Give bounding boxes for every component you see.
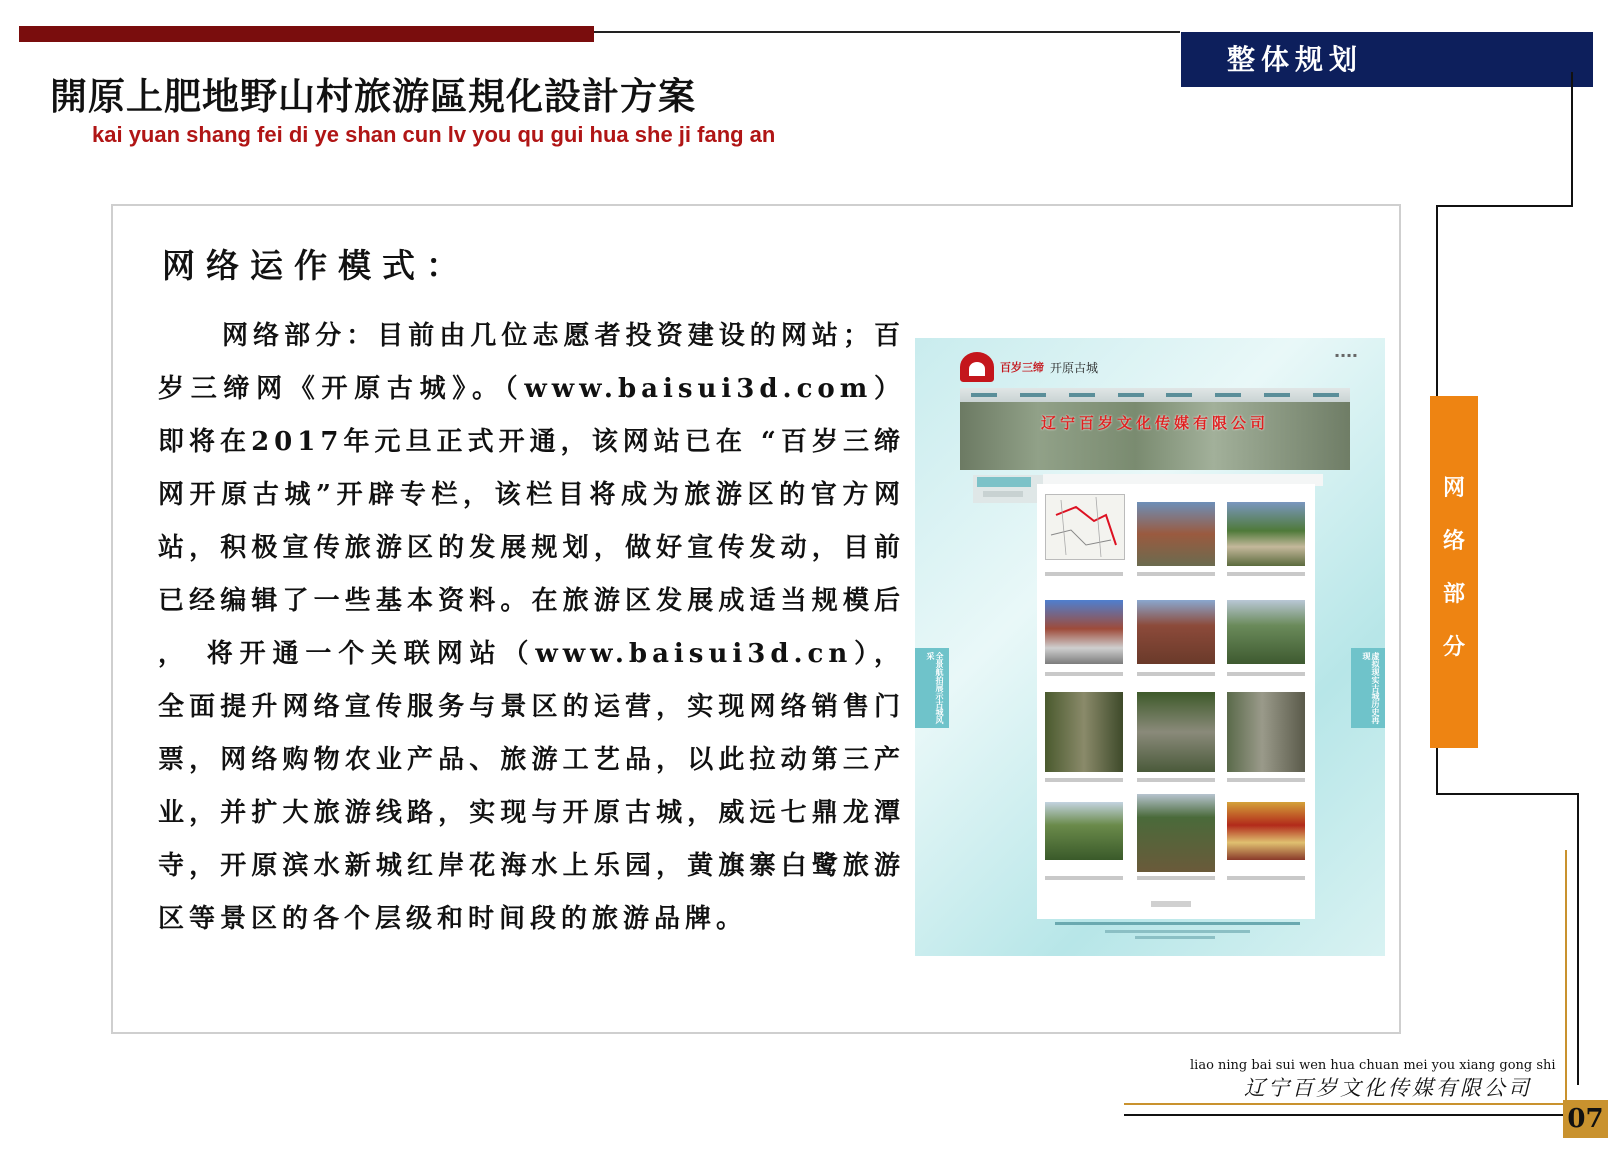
site-footer-copy: [1105, 930, 1250, 933]
gallery-caption: [1045, 572, 1123, 576]
page-title-pinyin: kai yuan shang fei di ye shan cun lv you qu gui hua she ji fang an: [92, 122, 776, 147]
site-sidenav: [973, 475, 1043, 503]
section-heading: 网络运作模式：: [162, 246, 470, 285]
header-rule: [594, 31, 1180, 33]
deco-line: [1571, 72, 1573, 206]
gallery-photo: [1227, 692, 1305, 772]
gallery-caption: [1045, 876, 1123, 880]
company-name: 辽宁百岁文化传媒有限公司: [1244, 1076, 1532, 1100]
gallery-photo: [1045, 802, 1123, 860]
gallery-caption: [1227, 876, 1305, 880]
gallery-photo: [1227, 802, 1305, 860]
float-left-text: 全景航拍展示古城风采: [926, 652, 944, 724]
footer-gold-rule: [1124, 1103, 1566, 1105]
company-pinyin: liao ning bai sui wen hua chuan mei you xiang gong shi: [1190, 1058, 1556, 1073]
gallery-caption: [1227, 672, 1305, 676]
float-banner-right: [1351, 648, 1385, 728]
site-top-links: ▪ ▪ ▪ ▪: [1335, 352, 1357, 359]
site-pager: [1151, 901, 1191, 907]
deco-line: [1577, 793, 1579, 1085]
gallery-photo: [1137, 502, 1215, 566]
gallery-caption: [1227, 572, 1305, 576]
side-tab-label: [1430, 462, 1478, 674]
banner-text: 辽宁百岁文化传媒有限公司: [1040, 414, 1269, 432]
gallery-caption: [1137, 778, 1215, 782]
map-graphic: [1046, 495, 1124, 559]
body-text: [158, 310, 905, 946]
logo-text: 百岁三缔: [1000, 361, 1044, 374]
gallery-caption: [1137, 672, 1215, 676]
header-red-bar: [19, 26, 594, 42]
gallery-caption: [1045, 672, 1123, 676]
logo-icon: [960, 352, 994, 382]
gallery-caption: [1045, 778, 1123, 782]
site-footer-links: [1055, 922, 1300, 925]
site-nav: [960, 388, 1350, 402]
website-screenshot: [915, 338, 1385, 956]
section-label: 整体规划: [1181, 32, 1593, 87]
gallery-photo: [1137, 692, 1215, 772]
gallery-photo: [1227, 502, 1305, 566]
gallery-photo: [1045, 692, 1123, 772]
footer-black-rule: [1124, 1114, 1563, 1116]
gallery-caption: [1137, 876, 1215, 880]
side-tab-char: 分: [1442, 634, 1465, 660]
site-logo: [960, 346, 1098, 388]
side-tab: [1430, 396, 1478, 748]
gallery-photo: [1137, 794, 1215, 872]
gallery-map-thumb: [1045, 494, 1125, 560]
body-paragraph: 网络部分：目前由几位志愿者投资建设的网站；百岁三缔网《开原古城》。（www.baisui3d.com）即将在2017年元旦正式开通，该网站已在 “百岁三缔网开原古城”开辟专栏，该栏目将成为旅游区的官方网站，积极宣传旅游区的发展规划，做好宣传发动，目前已经编辑了一些基本资料。在旅游区发展成适当规模后 ， 将开通一个关联网站（www.baisui3d.cn），全面提升网络宣传服务与景区的运营，实现网络销售门票，网络购物农业产品、旅游工艺品，以此拉动第三产业，并扩大旅游线路，实现与开原古城，威远七鼎龙潭寺，开原滨水新城红岸花海水上乐园，黄旗寨白鹭旅游区等景区的各个层级和时间段的旅游品牌。: [158, 321, 905, 934]
side-tab-char: 网: [1442, 475, 1465, 501]
site-gallery: [1037, 484, 1315, 919]
gallery-photo: [1045, 600, 1123, 664]
site-name: 开原古城: [1050, 360, 1099, 375]
gallery-photo: [1137, 600, 1215, 664]
deco-line: [1436, 205, 1573, 207]
site-footer-copy: [1135, 936, 1215, 939]
float-right-text: 虚拟现实古城历史再现: [1362, 652, 1380, 724]
page-number: 07: [1563, 1100, 1608, 1138]
site-banner: [960, 402, 1350, 470]
side-tab-char: 部: [1442, 581, 1465, 607]
gallery-caption: [1227, 778, 1305, 782]
page-title: 開原上肥地野山村旅游區規化設計方案: [50, 75, 696, 118]
side-tab-char: 络: [1442, 528, 1465, 554]
float-banner-left: [915, 648, 949, 728]
footer-gold-rule: [1565, 850, 1567, 1102]
deco-line: [1436, 793, 1579, 795]
gallery-caption: [1137, 572, 1215, 576]
gallery-photo: [1227, 600, 1305, 664]
